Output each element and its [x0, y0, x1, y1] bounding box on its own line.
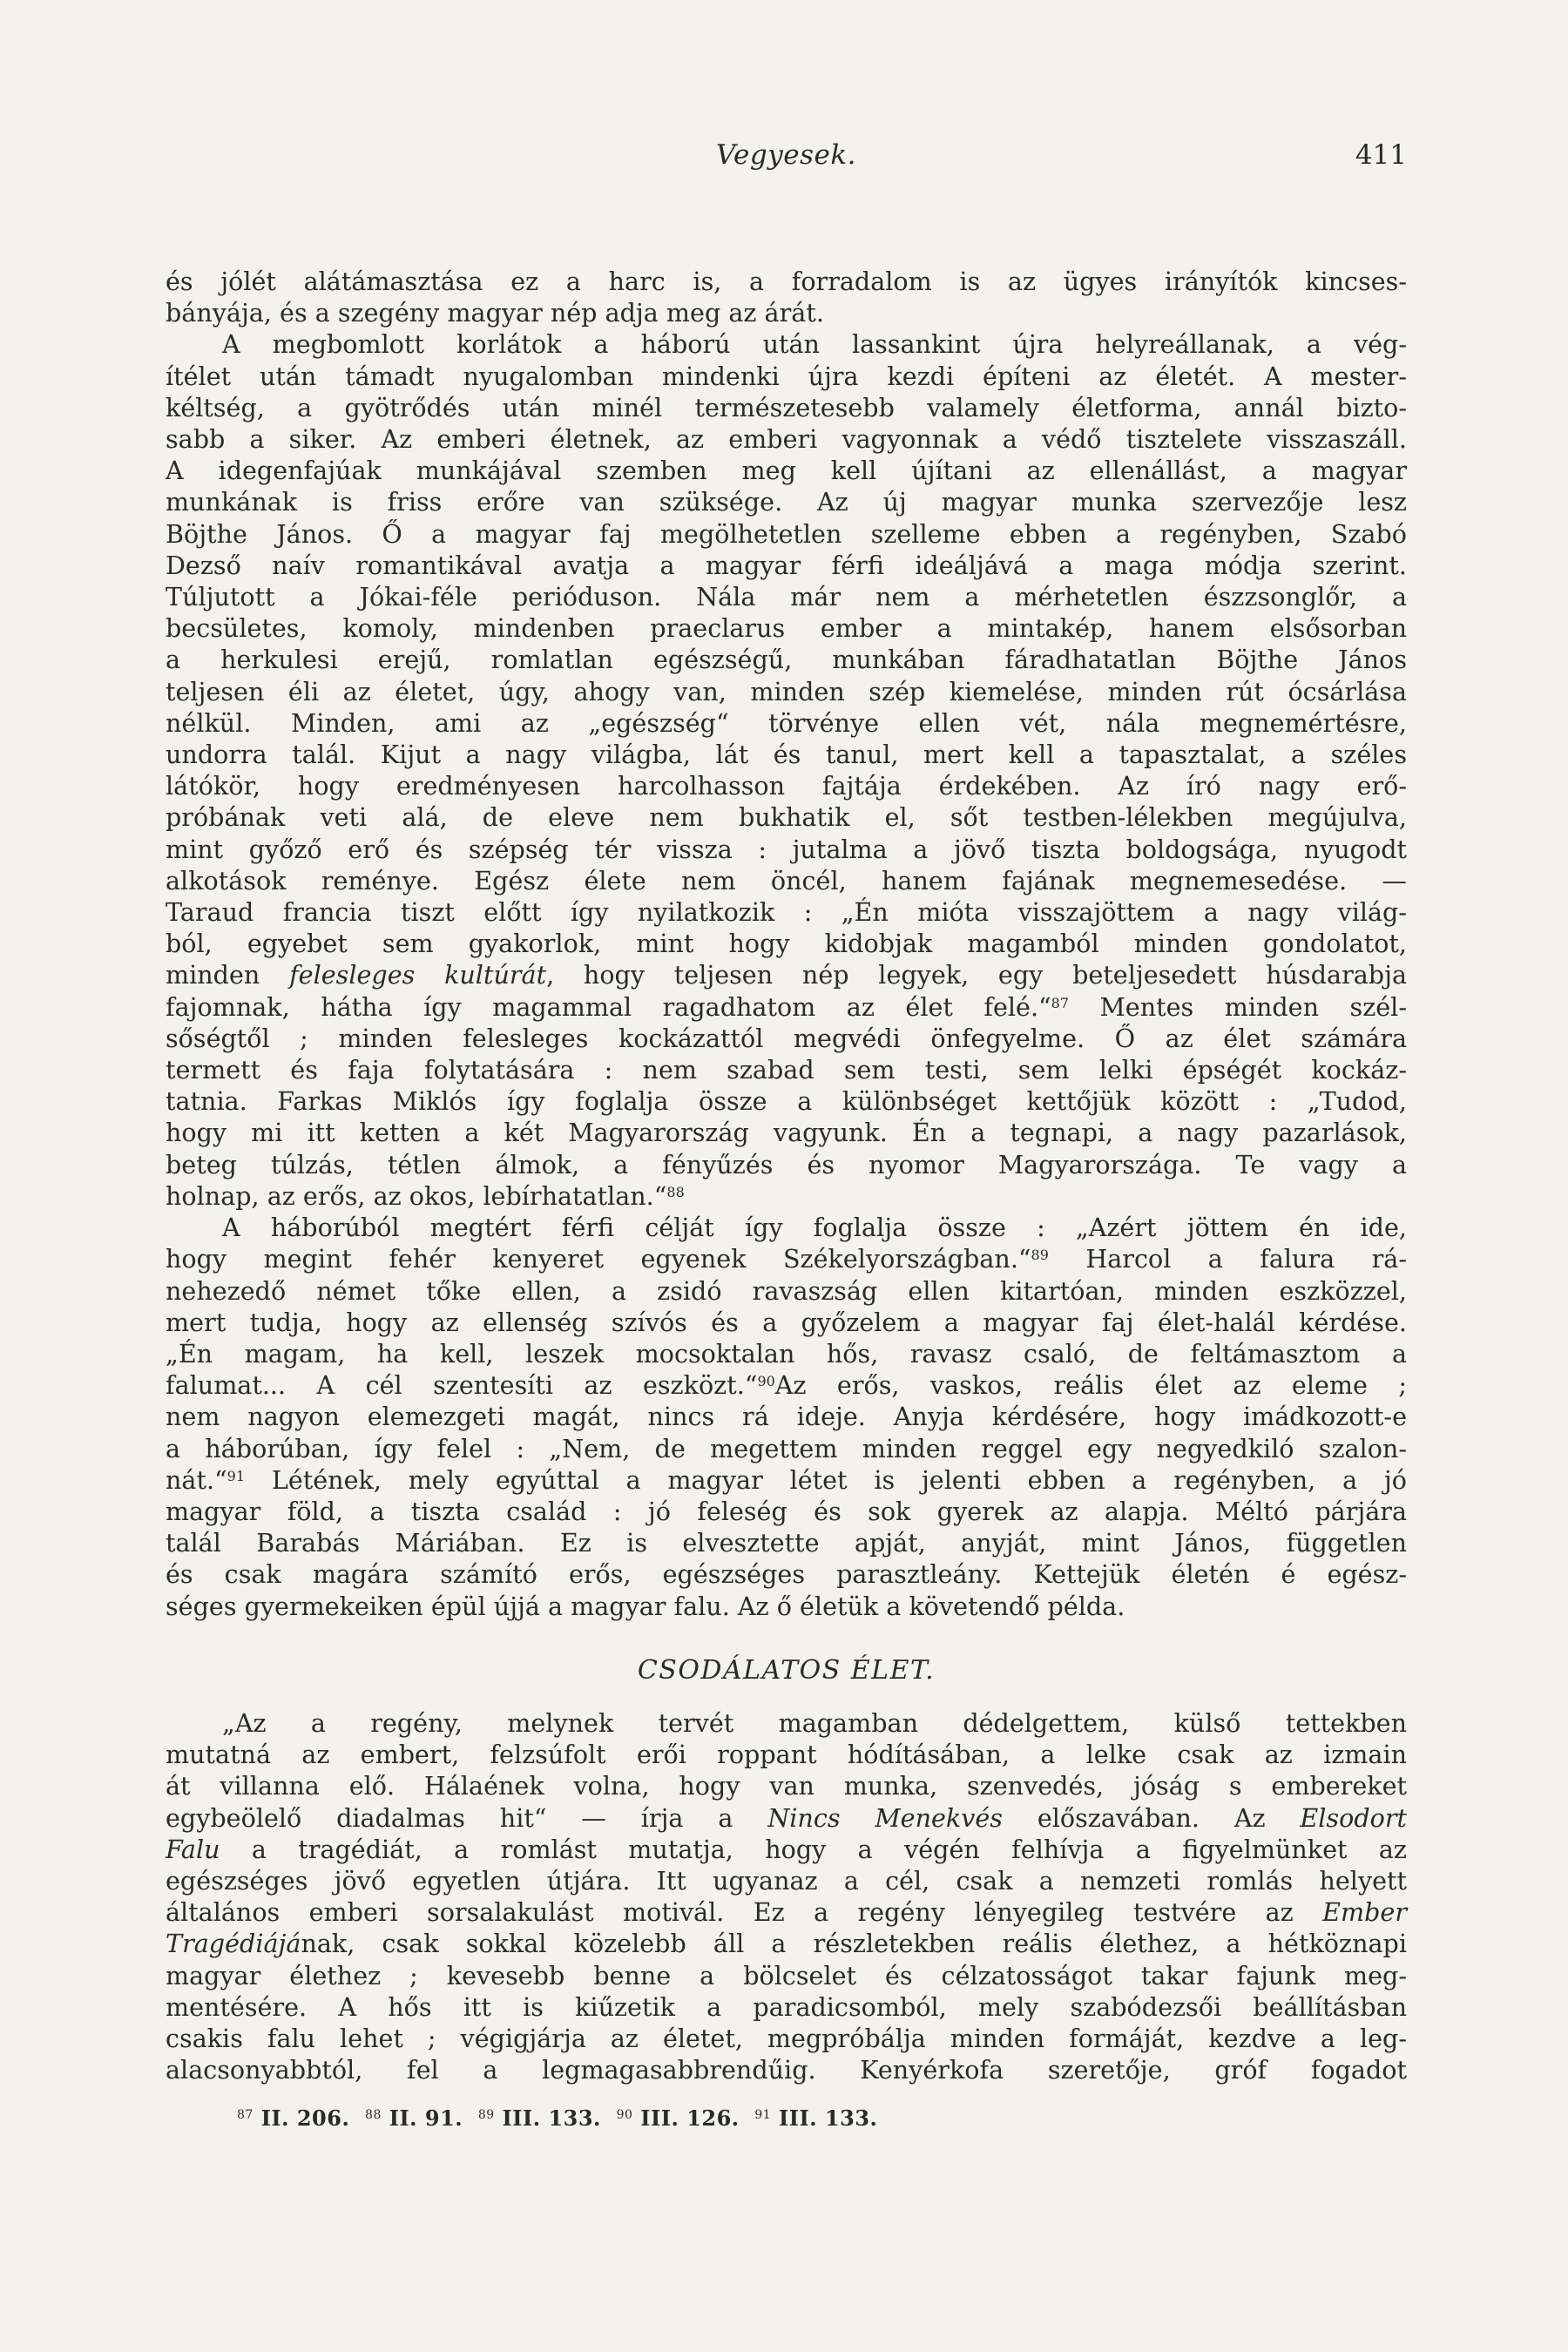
running-head: Vegyesek.: [716, 139, 856, 171]
text-line: Túljutott a Jókai-féle perióduson. Nála már nem a mérhetetlen észzsonglőr, a: [166, 582, 1407, 612]
footnote-text: III. 133.: [779, 2105, 878, 2131]
text-line: nát.“$^{91}$ Létének, mely egyúttal a magyar létet is jelenti ebben a regényben, a jó: [166, 1464, 1407, 1495]
footnote-number: 90: [616, 2108, 633, 2122]
footnote-ref: 88: [666, 1183, 685, 1200]
page-number: 411: [1355, 139, 1407, 171]
text-line: „Én magam, ha kell, leszek mocsoktalan hős, ravasz csaló, de feltámasztom a: [166, 1338, 1407, 1369]
text-line: a háborúban, így felel : „Nem, de megettem minden reggel egy negyedkiló szalon-: [166, 1433, 1407, 1463]
text-line: falumat... A cél szentesíti az eszközt.“$^{90}$Az erős, vaskos, reális élet az eleme ;: [166, 1370, 1408, 1401]
text-line: magyar élethez ; kevesebb benne a bölcselet és célzatosságot takar fajunk meg-: [166, 1960, 1407, 1990]
text-line: egybeölelő diadalmas hit“ — írja a Nincs Menekvés előszavában. Az Elsodort: [166, 1802, 1407, 1833]
text-line: nehezedő német tőke ellen, a zsidó ravaszság ellen kitartóan, minden eszközzel,: [166, 1275, 1407, 1306]
footnote-text: II. 91.: [389, 2105, 463, 2131]
text-line: át villanna elő. Hálaének volna, hogy van munka, szenvedés, jóság s embereket: [166, 1771, 1407, 1801]
book-title: Tragédiájá: [166, 1929, 301, 1959]
book-title: Nincs Menekvés: [767, 1802, 1003, 1833]
text-line: fajomnak, hátha így magammal ragadhatom az élet felé.“$^{87}$ Mentes minden szél-: [166, 991, 1407, 1022]
emphasis: felesleges kultúrát: [289, 960, 547, 990]
paragraph-3: [166, 1212, 1407, 1622]
text-line: tatnia. Farkas Miklós így foglalja össze a különbséget kettőjük között : „Tudod,: [166, 1086, 1407, 1117]
footnote-ref: 91: [226, 1467, 246, 1484]
text-line: kéltség, a gyötrődés után minél természetesebb valamely életforma, annál bizto-: [166, 392, 1407, 422]
text-line: próbának veti alá, de eleve nem bukhatik el, sőt testben-lélekben megújulva,: [166, 802, 1407, 833]
text-line: a herkulesi erejű, romlatlan egészségű, munkában fáradhatatlan Böjthe János: [166, 645, 1407, 675]
text-line: beteg túlzás, tétlen álmok, a fényűzés és nyomor Magyarországa. Te vagy a: [166, 1149, 1407, 1179]
footnote-number: 89: [477, 2108, 495, 2122]
text-line: mint győző erő és szépség tér vissza : jutalma a jövő tiszta boldogsága, nyugodt: [166, 834, 1407, 864]
text-line: teljesen éli az életet, úgy, ahogy van, minden szép kiemelése, minden rút ócsárlása: [166, 676, 1407, 706]
text-line: mert tudja, hogy az ellenség szívós és a győzelem a magyar faj élet-halál kérdése.: [166, 1307, 1407, 1337]
text-line: bányája, és a szegény magyar nép adja meg az árát.: [166, 298, 824, 328]
text-line: csakis falu lehet ; végigjárja az életet, megpróbálja minden formáját, kezdve a leg-: [166, 2023, 1407, 2053]
text-line: Taraud francia tiszt előtt így nyilatkozik : „Én mióta visszajöttem a nagy világ-: [166, 897, 1407, 928]
footnote-ref: 89: [1031, 1247, 1049, 1264]
text-line: ból, egyebet sem gyakorlok, mint hogy kidobjak magamból minden gondolatot,: [166, 929, 1407, 959]
text-line: becsületes, komoly, mindenben praeclarus ember a mintakép, hanem elsősorban: [166, 613, 1407, 644]
footnote-ref: 90: [757, 1373, 775, 1390]
paragraph-1: [166, 266, 1407, 328]
text-line: Tragédiájának, csak sokkal közelebb áll a részletekben reális élethez, a hétköznapi: [166, 1929, 1407, 1959]
text-line: ítélet után támadt nyugalomban mindenki újra kezdi építeni az életét. A mester-: [166, 361, 1407, 391]
footnote-ref: 87: [1051, 994, 1070, 1011]
footnotes: [237, 2105, 877, 2131]
text-line: séges gyermekeiken épül újjá a magyar falu. Az ő életük a követendő példa.: [166, 1591, 1125, 1621]
book-title: Elsodort: [1300, 1802, 1407, 1833]
book-title: Falu: [166, 1834, 220, 1864]
text-line: alkotások reménye. Egész élete nem öncél, hanem fajának megnemesedése. —: [166, 865, 1407, 896]
paragraph-4: [166, 1707, 1407, 2085]
text-line: látókör, hogy eredményesen harcolhasson fajtája érdekében. Az író nagy erő-: [166, 771, 1407, 801]
text-line: egészséges jövő egyetlen útjára. Itt ugyanaz a cél, csak a nemzeti romlás helyett: [166, 1865, 1407, 1896]
footnote-text: III. 126.: [640, 2105, 740, 2131]
text-line: „Az a regény, melynek tervét magamban dédelgettem, külső tettekben: [222, 1707, 1407, 1738]
text-line: mutatná az embert, felzsúfolt erői roppant hódításában, a lelke csak az izmain: [166, 1740, 1407, 1770]
text-line: nélkül. Minden, ami az „egészség“ törvénye ellen vét, nála megnemértésre,: [166, 707, 1407, 738]
page-header: [166, 139, 1407, 183]
body-text: [166, 266, 1407, 2085]
footnote-number: 88: [365, 2108, 382, 2122]
text-line: A háborúból megtért férfi célját így foglalja össze : „Azért jöttem én ide,: [222, 1213, 1407, 1243]
text-line: alacsonyabbtól, fel a legmagasabbrendűig. Kenyérkofa szeretője, gróf fogadot: [166, 2055, 1407, 2085]
text-line: Dezső naív romantikával avatja a magyar férfi ideáljává a maga módja szerint.: [166, 550, 1407, 580]
footnote-text: II. 206.: [260, 2105, 350, 2131]
text-line: termett és faja folytatására : nem szabad sem testi, sem lelki épségét kockáz-: [166, 1055, 1407, 1085]
text-line: általános emberi sorsalakulást motivál. Ez a regény lényegileg testvére az Ember: [166, 1897, 1407, 1928]
text-line: sabb a siker. Az emberi életnek, az emberi vagyonnak a védő tisztelete visszaszáll.: [166, 424, 1407, 455]
text-line: holnap, az erős, az okos, lebírhatatlan.“$^{88}$: [166, 1180, 685, 1211]
text-line: és jólét alátámasztása ez a harc is, a forradalom is az ügyes irányítók kincses-: [166, 267, 1407, 296]
text-line: Böjthe János. Ő a magyar faj megölhetetlen szelleme ebben a regényben, Szabó: [166, 518, 1407, 549]
text-line: sőségtől ; minden felesleges kockázattól megvédi önfegyelme. Ő az élet számára: [166, 1023, 1407, 1053]
book-title: Ember: [1322, 1897, 1407, 1928]
paragraph-2: [166, 328, 1407, 1212]
text-line: hogy mi itt ketten a két Magyarország vagyunk. Én a tegnapi, a nagy pazarlások,: [166, 1118, 1407, 1148]
text-line: munkának is friss erőre van szüksége. Az új magyar munka szervezője lesz: [166, 487, 1407, 517]
section-title: CSODÁLATOS ÉLET.: [637, 1654, 936, 1686]
text-line: magyar föld, a tiszta család : jó feleség és sok gyerek az alapja. Méltó párjára: [166, 1496, 1407, 1526]
text-line: undorra talál. Kijut a nagy világba, lát és tanul, mert kell a tapasztalat, a széles: [166, 740, 1407, 770]
text-line: mentésére. A hős itt is kiűzetik a paradicsomból, mely szabódezsői beállításban: [166, 1991, 1407, 2022]
text-line: Falu a tragédiát, a romlást mutatja, hogy a végén felhívja a figyelmünket az: [166, 1834, 1407, 1864]
text-line: A megbomlott korlátok a háború után lassankint újra helyreállanak, a vég-: [222, 329, 1407, 360]
text-line: talál Barabás Máriában. Ez is elvesztette apját, anyját, mint János, független: [166, 1528, 1407, 1558]
footnote-number: 87: [237, 2108, 253, 2122]
text-line: nem nagyon elemezgeti magát, nincs rá ideje. Anyja kérdésére, hogy imádkozott-e: [166, 1402, 1407, 1432]
text-line: minden felesleges kultúrát, hogy teljesen nép legyek, egy beteljesedett húsdarabja: [166, 960, 1408, 990]
footnote-number: 91: [754, 2108, 772, 2122]
text-line: A idegenfajúak munkájával szemben meg kell újítani az ellenállást, a magyar: [166, 456, 1407, 486]
footnote-text: III. 133.: [502, 2105, 601, 2131]
text-line: hogy megint fehér kenyeret egyenek Székelyországban.“$^{89}$ Harcol a falura rá-: [166, 1244, 1407, 1274]
text-line: és csak magára számító erős, egészséges parasztleány. Kettejük életén é egész-: [166, 1559, 1407, 1590]
